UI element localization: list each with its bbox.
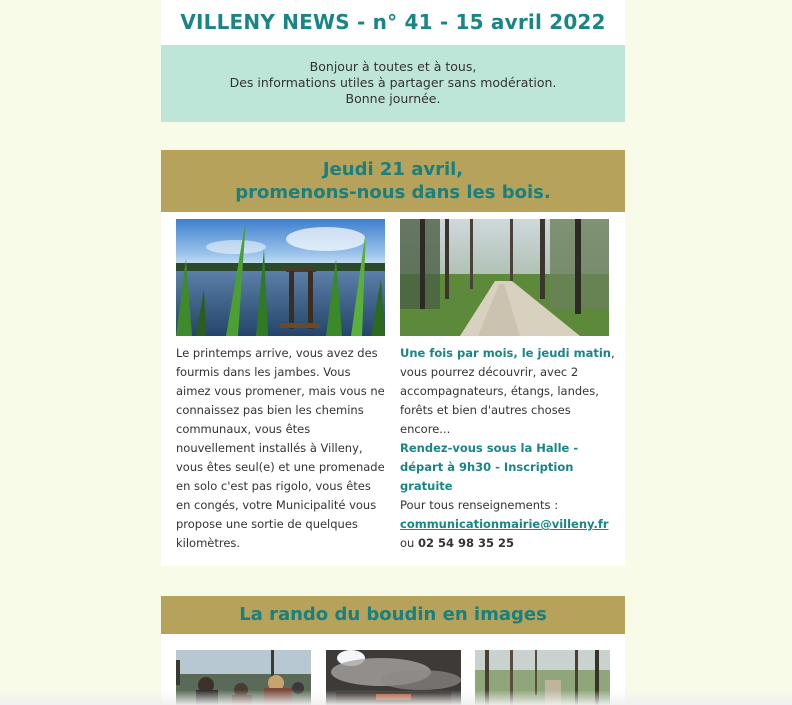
monthly-text: , vous pourrez découvrir, avec 2 accompagnateurs, étangs, landes, forêts et bien d'autres choses encore... — [400, 346, 615, 436]
newsletter-title: VILLENY NEWS - n° 41 - 15 avril 2022 — [180, 10, 606, 34]
or-label: ou — [400, 536, 415, 550]
section1-heading-line2: promenons-nous dans les bois. — [235, 182, 551, 203]
phone-number: 02 54 98 35 25 — [417, 536, 515, 550]
bottom-fade — [0, 690, 792, 705]
section1-heading-band — [161, 150, 625, 212]
rendezvous-text: Rendez-vous sous la Halle - départ à 9h30 - Inscription gratuite — [400, 441, 579, 493]
forest-path-photo — [400, 219, 609, 336]
section1-heading-line1: Jeudi 21 avril, — [322, 159, 464, 180]
section2-heading-band — [161, 596, 625, 634]
section1-card — [161, 212, 625, 566]
info-label: Pour tous renseignements : — [400, 498, 559, 512]
section1-right-text — [400, 344, 615, 553]
section1-left-text — [176, 344, 386, 553]
newsletter-header — [161, 0, 625, 45]
intro-line: Bonjour à toutes et à tous, — [309, 59, 477, 74]
intro-line: Des informations utiles à partager sans modération. — [229, 75, 557, 90]
monthly-highlight: Une fois par mois, le jeudi matin — [400, 346, 611, 360]
intro-box — [161, 45, 625, 122]
spring-paragraph: Le printemps arrive, vous avez des fourmis dans les jambes. Vous aimez vous promener, mais vous ne connaissez pas bien les chemins communaux, vous êtes nouvellement installés à Villeny, vous êtes seul(e) et une promenade en solo c'est pas rigolo, vous êtes en congés, votre Municipalité vous propose une sortie de quelques kilomètres. — [176, 346, 385, 550]
contact-email-link[interactable]: communicationmairie@villeny.fr — [400, 517, 609, 531]
lake-photo — [176, 219, 385, 336]
monthly-paragraph — [400, 344, 615, 439]
phone-line — [400, 534, 615, 553]
section2-heading: La rando du boudin en images — [239, 604, 547, 625]
intro-line: Bonne journée. — [345, 91, 441, 106]
